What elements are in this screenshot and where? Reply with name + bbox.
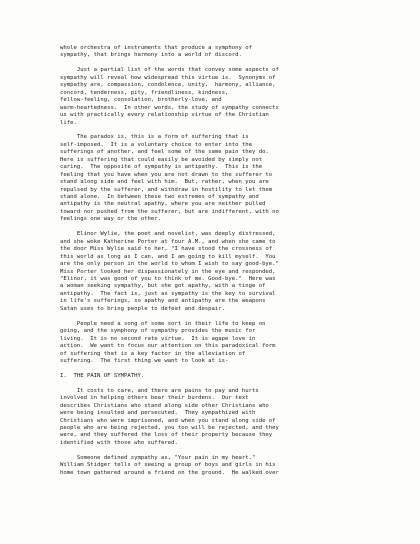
paragraph	[60, 67, 380, 127]
paragraph	[60, 134, 380, 223]
text-line: of suffering that is a key factor in the alleviation of	[60, 350, 246, 357]
text-line: sympathy will reveal how widespread this virtue is. Synonyms of	[60, 74, 276, 81]
text-line: Someone defined sympathy as, "Your pain in my heart."	[60, 454, 256, 461]
text-line: Miss Porter looked her dispassionately in the eye and responded,	[60, 268, 276, 275]
text-line: warm-heartedness. In other words, the study of sympathy connects	[60, 104, 279, 111]
text-line: life.	[60, 119, 77, 126]
text-line: stand alone. In between these two extremes of sympathy and	[60, 194, 259, 201]
text-line: going, and the symphony of sympathy provides the music for	[60, 328, 256, 335]
paragraph	[60, 455, 380, 477]
text-line: living. It is no second rate virtue. It is agape love in	[60, 335, 256, 342]
text-line: sympathy are, compassion, condolence, unity, harmony, alliance,	[60, 82, 276, 89]
text-line: caring. The opposite of sympathy is antipathy. This is the	[60, 164, 263, 171]
text-line: suffering. The first thing we want to look at is-	[60, 357, 229, 364]
text-line: in life's sufferings, so apathy and antipathy are the weapons	[60, 298, 266, 305]
text-line: feeling that you have when you are not drawn to the sufferer to	[60, 171, 273, 178]
text-line: people who are being rejected, you too will be rejected, and they	[60, 425, 279, 432]
text-line: Satan uses to bring people to defeat and despair.	[60, 305, 226, 312]
text-line: stand along side and feel with him. But, rather, when you are	[60, 179, 269, 186]
text-line: I. THE PAIN OF SYMPATHY.	[60, 372, 145, 379]
text-line: Christians who were imprisoned, and when you stand along side of	[60, 417, 276, 424]
text-line: Just a partial list of the words that convey some aspects of	[60, 67, 279, 74]
text-line: repulsed by the sufferer, and withdraw in hostility to let them	[60, 186, 273, 193]
text-line: identified with those who suffered.	[60, 439, 178, 446]
text-line: home town gathered around a friend on the ground. He walked over	[60, 469, 279, 476]
text-line: People need a song of some sort in their life to keep on	[60, 320, 266, 327]
text-line: self-imposed. It is a voluntary choice to enter into the	[60, 141, 252, 148]
text-line: It costs to care, and there are pains to pay and hurts	[60, 387, 259, 394]
text-line: describes Christians who stand along side other Christians who	[60, 402, 269, 409]
paragraph-gap	[60, 365, 380, 372]
paragraph-gap	[60, 313, 380, 320]
text-line: Elinor Wylie, the poet and novelist, was deeply distressed,	[60, 231, 276, 238]
paragraph-gap	[60, 224, 380, 231]
text-line: are the only person in the world to whom I wish to say good-bye."	[60, 261, 279, 268]
text-line: a woman seeking sympathy, but she got apathy, with a tinge of	[60, 283, 266, 290]
paragraph	[60, 321, 380, 366]
text-line: feelings one way or the other.	[60, 216, 162, 223]
text-line: Here is suffering that could easily be avoided by simply not	[60, 156, 263, 163]
document-body	[60, 45, 380, 477]
text-line: toward nor pushed from the sufferer, but are indifferent, with no	[60, 208, 279, 215]
text-line: antipathy. The fact is, just as sympathy is the key to survival	[60, 290, 276, 297]
paragraph-gap	[60, 447, 380, 454]
text-line: "Elinor, it was good of you to think of me. Good-bye." Here was	[60, 276, 276, 282]
text-line: The paradox is, this is a form of suffering that is	[60, 134, 249, 141]
text-line: antipathy is the neutral apathy, where you are neither pulled	[60, 201, 266, 208]
text-line: action. We want to focus our attention on this paradoxical form	[60, 343, 276, 350]
text-line: concord, tenderness, pity, friendliness, kindness,	[60, 89, 229, 96]
text-line: and she woke Katherine Porter at four A.M., and when she came to	[60, 238, 276, 245]
section-heading	[60, 373, 380, 380]
text-line: whole orchestra of instruments that produce a symphony of	[60, 45, 252, 51]
paragraph	[60, 45, 380, 60]
text-line: the door Miss Wylie said to her, "I have stood the crossness of	[60, 246, 273, 253]
paragraph	[60, 231, 380, 313]
paragraph	[60, 388, 380, 448]
paragraph-gap	[60, 60, 380, 67]
text-line: involved in helping others bear their burdens. Our text	[60, 395, 249, 402]
text-line: William Stidger tells of seeing a group of boys and girls in his	[60, 462, 276, 469]
paragraph-gap	[60, 127, 380, 134]
text-line: sympathy, that brings harmony into a world of discord.	[60, 52, 242, 59]
paragraph-gap	[60, 380, 380, 387]
text-line: fellow-feeling, consolation, brotherly-love, and	[60, 97, 222, 104]
text-line: sufferings of another, and feel some of the same pain they do.	[60, 149, 269, 156]
text-line: were, and they suffered the loss of their property because they	[60, 432, 273, 439]
text-line: were being insulted and persecuted. They sympathized with	[60, 410, 256, 417]
text-line: this world as long as I can, and I am going to kill myself. You	[60, 253, 276, 260]
text-line: us with practically every relationship virtue of the Christian	[60, 112, 269, 119]
